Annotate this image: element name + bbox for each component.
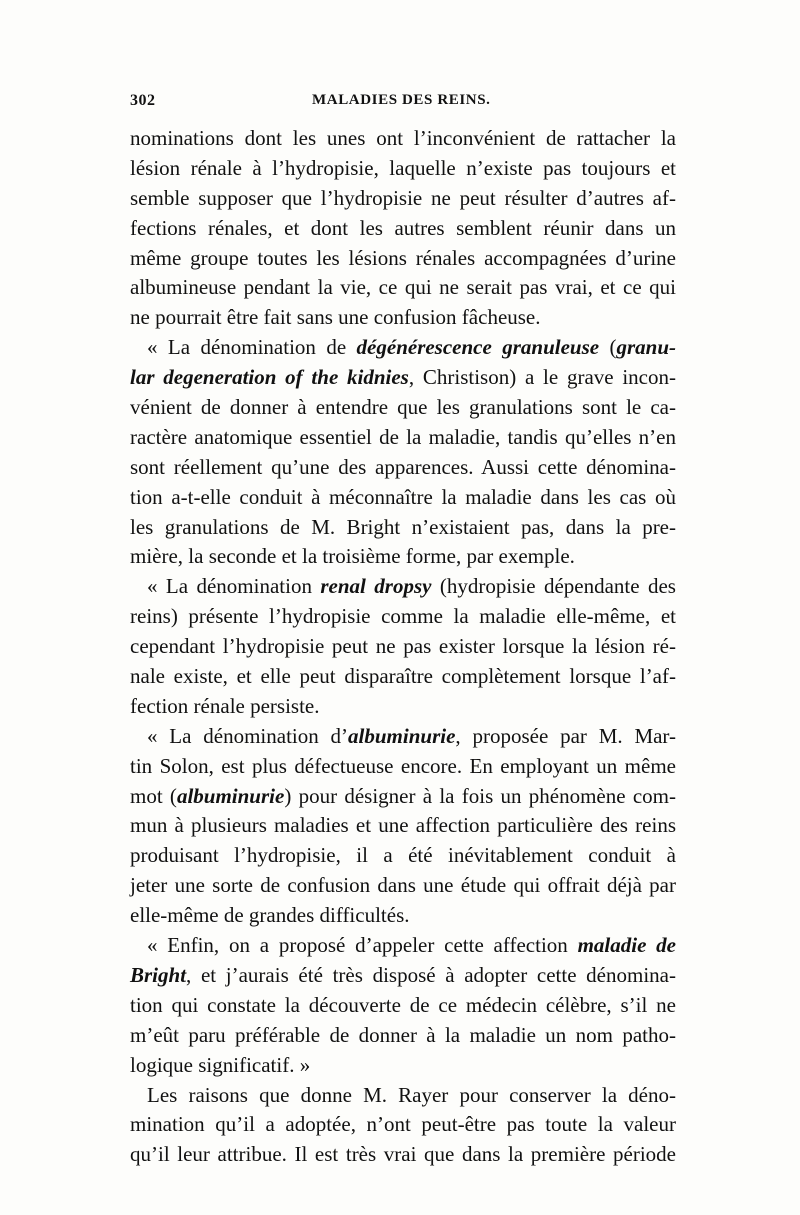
- text-line: les granulations de M. Bright n’existaient pas, dans la pre-: [130, 514, 676, 539]
- emphasis: albuminurie: [176, 783, 285, 808]
- text-line: ractère anatomique essentiel de la maladie, tandis qu’elles n’en: [130, 424, 676, 449]
- text-line: sont réellement qu’une des apparences. Aussi cette dénomina-: [130, 454, 676, 479]
- emphasis: granu-: [616, 335, 676, 360]
- text-line: reins) présente l’hydropisie comme la maladie elle-même, et: [130, 604, 676, 629]
- body-text: [130, 124, 676, 1170]
- text-line: lar degeneration of the kidnies, Christison) a le grave incon-: [130, 365, 676, 390]
- running-title: MALADIES DES REINS.: [312, 92, 491, 108]
- page-number: 302: [130, 92, 156, 109]
- text-line: Bright, et j’aurais été très disposé à adopter cette dénomina-: [130, 962, 676, 987]
- text-line: tion a-t-elle conduit à méconnaître la maladie dans les cas où: [130, 484, 676, 509]
- emphasis: renal dropsy: [320, 574, 432, 599]
- text-line: logique significatif. »: [130, 1052, 311, 1077]
- text-line: mot (albuminurie) pour désigner à la fois un phénomène com-: [130, 783, 676, 808]
- text-line: tion qui constate la découverte de ce médecin célèbre, s’il ne: [130, 992, 676, 1017]
- text-line: nominations dont les unes ont l’inconvénient de rattacher la: [130, 126, 676, 150]
- emphasis: albuminurie: [348, 723, 456, 748]
- text-line: cependant l’hydropisie peut ne pas exister lorsque la lésion ré-: [130, 634, 676, 659]
- emphasis: maladie de: [577, 933, 676, 958]
- text-line: « Enfin, on a proposé d’appeler cette affection maladie de: [147, 933, 676, 958]
- text-line: fections rénales, et dont les autres semblent réunir dans un: [130, 215, 676, 240]
- text-line: nale existe, et elle peut disparaître complètement lorsque l’af-: [130, 664, 676, 689]
- text-line: albumineuse pendant la vie, ce qui ne serait pas vrai, et ce qui: [130, 275, 676, 300]
- text-line: ne pourrait être fait sans une confusion fâcheuse.: [130, 305, 541, 330]
- emphasis: lar degeneration of the kidnies: [130, 365, 409, 390]
- text-line: mière, la seconde et la troisième forme, par exemple.: [130, 544, 575, 569]
- text-line: tin Solon, est plus défectueuse encore. En employant un même: [130, 753, 676, 778]
- text-line: qu’il leur attribue. Il est très vrai que dans la première période: [130, 1142, 676, 1167]
- emphasis: dégénérescence granuleuse: [356, 335, 600, 360]
- text-line: elle-même de grandes difficultés.: [130, 903, 410, 928]
- page-header: [130, 92, 676, 114]
- text-line: « La dénomination d’albuminurie, proposée par M. Mar-: [147, 723, 676, 748]
- text-line: m’eût paru préférable de donner à la maladie un nom patho-: [130, 1022, 676, 1047]
- text-line: mun à plusieurs maladies et une affection particulière des reins: [130, 813, 676, 838]
- text-line: produisant l’hydropisie, il a été inévitablement conduit à: [130, 843, 676, 868]
- text-line: mination qu’il a adoptée, n’ont peut-être pas toute la valeur: [130, 1112, 676, 1137]
- text-line: « La dénomination renal dropsy (hydropisie dépendante des: [147, 574, 676, 599]
- emphasis: Bright: [130, 962, 187, 987]
- text-line: semble supposer que l’hydropisie ne peut résulter d’autres af-: [130, 185, 676, 210]
- text-line: Les raisons que donne M. Rayer pour conserver la déno-: [147, 1082, 676, 1107]
- text-line: « La dénomination de dégénérescence granuleuse (granu-: [147, 335, 676, 360]
- text-line: même groupe toutes les lésions rénales accompagnées d’urine: [130, 245, 676, 270]
- text-line: fection rénale persiste.: [130, 693, 320, 718]
- text-line: vénient de donner à entendre que les granulations sont le ca-: [130, 395, 676, 420]
- text-line: lésion rénale à l’hydropisie, laquelle n’existe pas toujours et: [130, 155, 676, 180]
- text-line: jeter une sorte de confusion dans une étude qui offrait déjà par: [130, 873, 676, 898]
